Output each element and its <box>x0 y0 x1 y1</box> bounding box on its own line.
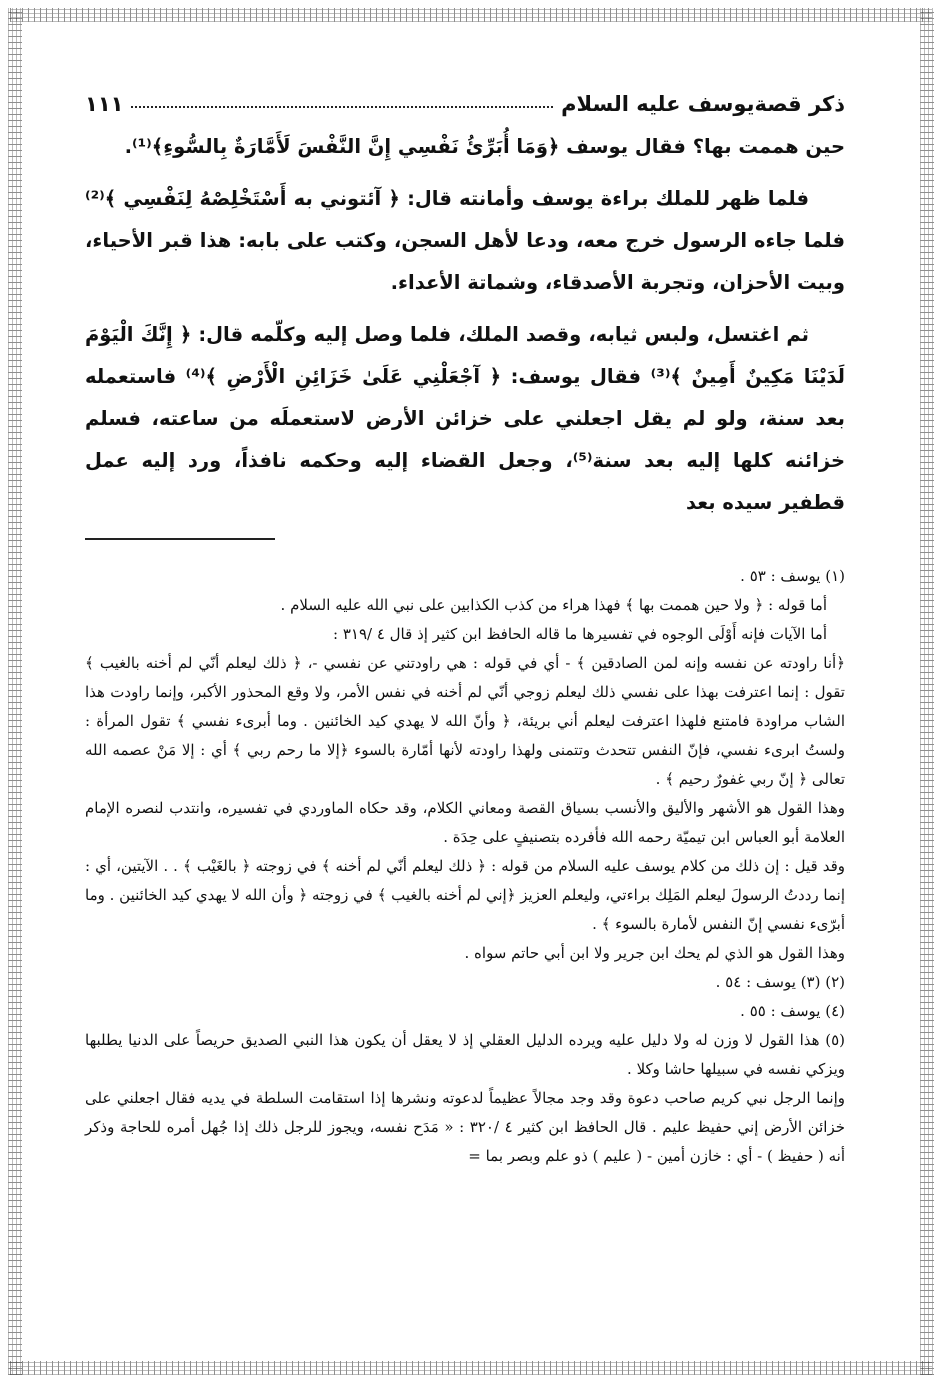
footnote-separator <box>85 538 275 540</box>
decorative-border-bottom <box>10 1361 932 1375</box>
chapter-title: ذكر قصةيوسف عليه السلام <box>561 92 845 116</box>
page-content <box>85 80 845 1171</box>
footnotes <box>85 562 845 1171</box>
paragraph-1: حين هممت بها؟ فقال يوسف ﴿وَمَا أُبَرِّئُ نَفْسِي إِنَّ النَّفْسَ لَأَمَّارَةٌ بِالسُّوءِ﴾⁽¹⁾. <box>124 135 845 158</box>
footnote-1-text: وهذا القول هو الأشهر والأليق والأنسب بسياق القصة ومعاني الكلام، وقد حكاه الماوردي في تفسيره، وانتدب لنصره الإمام العلامة أبو العباس ابن تيميّة رحمه الله فأفرده بتصنيفٍ على حِدَة . <box>85 799 845 846</box>
footnote-1-quote: ﴿أنا راودته عن نفسه وإنه لمن الصادقين ﴾ - أي في قوله : هي راودتني عن نفسي -، ﴿ ذلك ليعلم أنّي لم أخنه بالغيب ﴾ تقول : إنما اعترفت بهذا على نفسي ذلك ليعلم زوجي أنّي لم أخنه في نفس الأمر، ولا وقع المحذور الأكبر، وإنما راودت هذا الشاب مراودة فامتنع فلهذا اعترفت ليعلم أني بريئة، ﴿ وأنّ الله لا يهدي كيد الخائنين . وما أبرىء نفسي ﴾ تقول المرأة : ولستُ ابرىء نفسي، فإنّ النفس تتحدث وتتمنى ولهذا راودته لأنها أمّارة بالسوء ﴿إلا ما رحم ربي ﴾ أي : إلا مَنْ عصمه الله تعالى ﴿ إنّ ربي غفورٌ رحيم ﴾ . <box>85 654 845 788</box>
running-header <box>85 80 845 116</box>
decorative-border-left <box>8 8 22 1375</box>
footnote-1-text: وقد قيل : إن ذلك من كلام يوسف عليه السلام من قوله : ﴿ ذلك ليعلم أنّي لم أخنه ﴾ في زوجته ﴿ بالغَيْب ﴾ . . الآيتين، أي : إنما رددتُ الرسولَ ليعلم المَلِك براءتي، وليعلم العزيز ﴿إني لم أخنه بالغيب ﴾ في زوجته ﴿ وأن الله لا يهدي كيد الخائنين . وما أبرّىء نفسي إنّ النفس لأمارة بالسوء ﴾ . <box>85 857 845 933</box>
footnote-5-text: وإنما الرجل نبي كريم صاحب دعوة وقد وجد مجالاً عظيماً لدعوته ونشرها إذا استقامت السلطة في يديه فقال اجعلني على خزائن الأرض إني حفيظ عليم . قال الحافظ ابن كثير ٤ /٣٢٠ : « مَدَح نفسه، ويجوز للرجل ذلك إذا جُهل أمره للحاجة وذكر أنه ( حفيظ ) - أي : خازن أمين - ( عليم ) ذو علم وبصر بما = <box>85 1089 845 1165</box>
footnote-1-text: أما قوله : ﴿ ولا حين هممت بها ﴾ فهذا هراء من كذب الكذابين على نبي الله عليه السلام . <box>280 596 827 614</box>
paragraph-2: فلما ظهر للملك براءة يوسف وأمانته قال: ﴿ آئتوني به أَسْتَخْلِصْهُ لِنَفْسِي ﴾⁽²⁾ فلما جاءه الرسول خرج معه، ودعا لأهل السجن، وكتب على بابه: هذا قبر الأحياء، وبيت الأحزان، وتجربة الأصدقاء، وشماتة الأعداء. <box>85 187 845 294</box>
decorative-border-right <box>920 8 934 1375</box>
decorative-border-top <box>10 8 932 22</box>
footnote-5-text: (٥) هذا القول لا وزن له ولا دليل عليه ويرده الدليل العقلي إذ لا يعقل أن يكون هذا النبي الصديق حريصاً على الدنيا يطلبها ويزكي نفسه في سبيلها حاشا وكلا . <box>85 1031 845 1078</box>
paragraph-3: ثم اغتسل، ولبس ثيابه، وقصد الملك، فلما وصل إليه وكلّمه قال: ﴿ إِنَّكَ الْيَوْمَ لَدَيْنَا مَكِينٌ أَمِينٌ ﴾⁽³⁾ فقال يوسف: ﴿ آجْعَلْنِي عَلَىٰ خَزَائِنِ الْأَرْضِ ﴾⁽⁴⁾ فاستعمله بعد سنة، ولو لم يقل اجعلني على خزائن الأرض لاستعملَه من ساعته، فسلم خزائنه كلها إليه بعد سنة⁽⁵⁾، وجعل القضاء إليه وحكمه نافذاً، ورد إليه عمل قطفير سيده بعد <box>85 323 846 514</box>
dotted-leader <box>131 106 553 108</box>
footnote-4-ref: (٤) يوسف : ٥٥ . <box>740 1002 845 1020</box>
footnote-2-3-ref: (٢) (٣) يوسف : ٥٤ . <box>715 973 845 991</box>
main-text <box>85 126 845 524</box>
page-number: ١١١ <box>85 92 124 116</box>
footnote-1-text: أما الآيات فإنه أَوْلَى الوجوه في تفسيرها ما قاله الحافظ ابن كثير إذ قال ٤ /٣١٩ : <box>333 625 827 643</box>
footnote-1-ref: (١) يوسف : ٥٣ . <box>740 567 845 585</box>
footnote-1-text: وهذا القول هو الذي لم يحك ابن جرير ولا ابن أبي حاتم سواه . <box>464 944 845 962</box>
